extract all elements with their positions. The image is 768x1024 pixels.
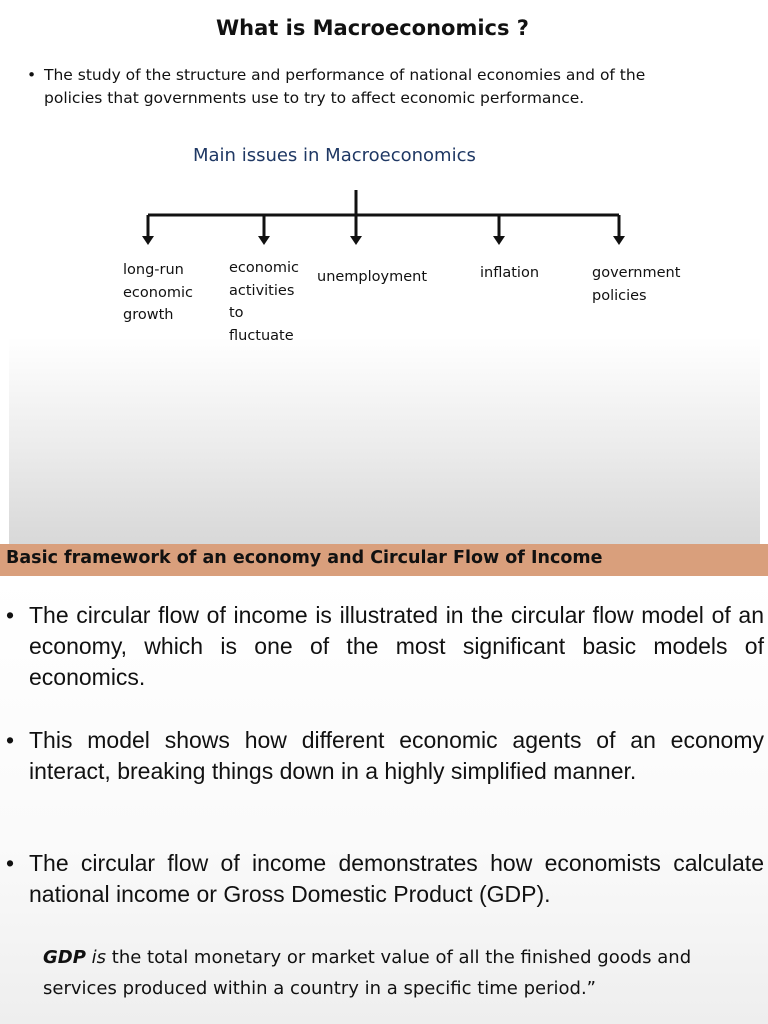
arrow-head-2: [258, 236, 270, 245]
gdp-definition-text: the total monetary or market value of all the finished goods and services produced within a country in a specific time period.”: [43, 947, 692, 999]
arrow-head-1: [142, 236, 154, 245]
gdp-verb: is: [91, 947, 107, 968]
slide1-right-margin: [760, 0, 768, 544]
issue-line: activities: [229, 282, 295, 299]
bullet-text: This model shows how different economic agents of an economy interact, breaking things down in a highly simplified manner.: [29, 727, 764, 784]
gdp-definition: [43, 942, 765, 1004]
bullet-text: The circular flow of income is illustrated in the circular flow model of an economy, which is one of the most significant basic models of economics.: [29, 602, 764, 690]
issue-line: fluctuate: [229, 327, 294, 344]
bullet-icon: •: [27, 66, 37, 84]
bullet-text: The circular flow of income demonstrates how economists calculate national income or Gross Domestic Product (GDP).: [29, 850, 764, 907]
slide2-header-band: [0, 544, 768, 576]
issue-long-run-growth: [123, 259, 193, 327]
issue-line: long-run: [123, 262, 184, 278]
issue-line: growth: [123, 307, 174, 323]
issue-line: inflation: [480, 265, 540, 281]
slide-what-is-macroeconomics: [9, 0, 760, 544]
slide1-left-margin: [0, 0, 9, 544]
arrow-head-3: [350, 236, 362, 245]
bullet-circular-flow-model: [0, 600, 768, 693]
issues-tree-diagram: [9, 0, 760, 260]
arrow-head-4: [493, 236, 505, 245]
gdp-term: GDP: [43, 947, 86, 968]
issue-line: government: [592, 265, 681, 281]
slide2-title: Basic framework of an economy and Circular Flow of Income: [6, 548, 603, 568]
issue-line: policies: [592, 287, 647, 304]
arrow-head-5: [613, 236, 625, 245]
slide-title: What is Macroeconomics ?: [216, 16, 529, 40]
bullet-icon: •: [6, 727, 15, 753]
bullet-gdp-calculation: [0, 848, 768, 910]
issues-subtitle: Main issues in Macroeconomics: [193, 145, 476, 166]
issue-line: economic: [123, 284, 193, 301]
issue-inflation: [480, 262, 539, 285]
bullet-economic-agents: [0, 725, 768, 787]
bullet-icon: •: [6, 850, 15, 876]
issue-line: to: [229, 305, 244, 321]
issue-unemployment: [317, 266, 427, 289]
issue-government-policies: [592, 262, 680, 307]
definition-text: The study of the structure and performance of national economies and of the policies that governments use to try to affect economic performance.: [44, 66, 646, 107]
bullet-icon: •: [6, 602, 15, 628]
issue-economic-fluctuation: [229, 257, 299, 347]
issue-line: economic: [229, 260, 299, 276]
issue-line: unemployment: [317, 269, 428, 285]
